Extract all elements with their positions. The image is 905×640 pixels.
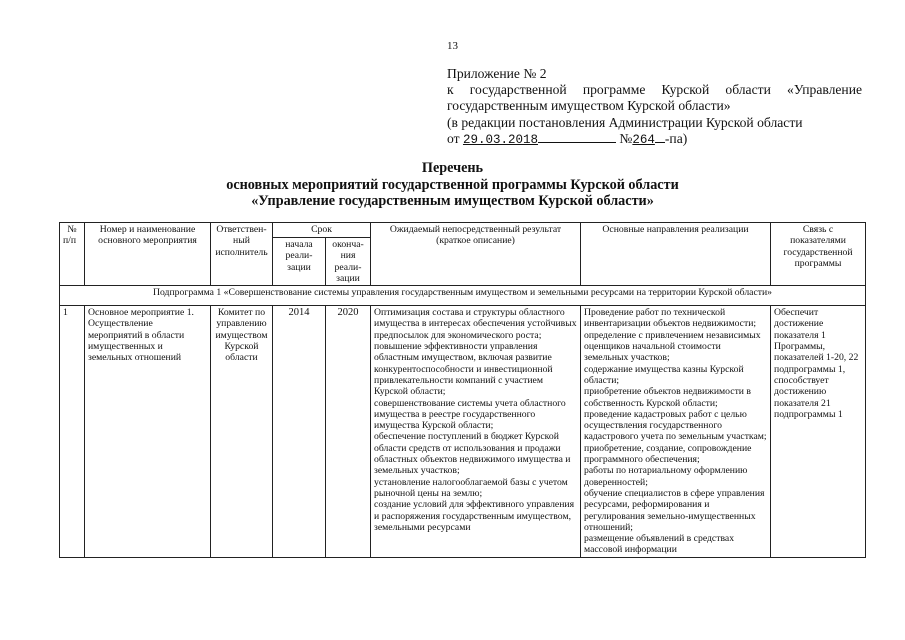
row-executor: Комитет по управлению имуществом Курской области (211, 306, 273, 558)
direction-item: содержание имущества казны Курской области; (584, 363, 744, 386)
direction-item: Проведение работ по технической инвентаризации объектов недвижимости; (584, 307, 757, 330)
result-item: повышение эффективности управления областным имуществом, включая развитие конкурентоспособности и инвестиционной привлекательности компаний с участием Курской области; (374, 341, 553, 398)
appendix-line-1: к государственной программе Курской области «Управление (447, 82, 862, 98)
page-number: 13 (447, 40, 458, 52)
appendix-line-3: (в редакции постановления Администрации Курской области (447, 114, 803, 130)
appendix-line-2: государственным имуществом Курской области» (447, 98, 731, 114)
header-start: начала реали-зации (273, 238, 326, 286)
header-result: Ожидаемый непосредственный результат (краткое описание) (371, 223, 581, 286)
header-num (60, 223, 85, 286)
result-item: создание условий для эффективного управления и распоряжения государственным имуществом, земельными ресурсами (374, 499, 575, 533)
appendix-date-line (447, 131, 862, 148)
row-results (371, 306, 581, 558)
number-suffix: -па) (664, 130, 688, 146)
header-directions: Основные направления реализации (581, 223, 771, 286)
direction-item: определение с привлечением независимых оценщиков начальной стоимости земельных участков; (584, 329, 761, 364)
header-num-line-1: № (67, 224, 77, 235)
number-value: 264 (632, 132, 655, 147)
activities-table (59, 222, 866, 558)
date-underline (538, 141, 616, 143)
table-row (60, 306, 866, 558)
results-list (374, 307, 577, 533)
heading-line-3: «Управление государственным имуществом Курской области» (251, 193, 654, 209)
direction-item: проведение кадастровых работ с целью осуществления государственного кадастрового учета по земельным участкам; (584, 408, 767, 443)
heading-line-2: основных мероприятий государственной программы Курской области (226, 176, 679, 193)
row-name: Основное мероприятие 1. Осуществление мероприятий в области имущественных и земельных отношений (85, 306, 211, 558)
appendix-title: Приложение № 2 (447, 66, 547, 81)
result-item: обеспечение поступлений в бюджет Курской области средств от использования и продажи областных объектов недвижимого имущества и земельных участков; (374, 431, 571, 477)
heading-line-1: Перечень (421, 160, 484, 176)
directions-list (584, 307, 767, 556)
direction-item: размещение объявлений в средствах массовой информации (584, 533, 735, 556)
appendix-header (447, 66, 862, 148)
direction-item: приобретение, создание, сопровождение программного обеспечения; (584, 442, 752, 466)
direction-item: работы по нотариальному оформлению доверенностей; (584, 465, 748, 488)
result-item: Оптимизация состава и структуры областного имущества в интересах обеспечения устойчивых предпосылок для экономического роста; (374, 307, 577, 341)
document-heading (0, 160, 905, 210)
date-value: 29.03.2018 (462, 132, 538, 147)
header-executor: Ответствен-ный исполнитель (211, 223, 273, 286)
result-item: совершенствование системы учета областного имущества в реестре государственного имущества Курской области; (374, 397, 566, 432)
header-name: Номер и наименование основного мероприятия (85, 223, 211, 286)
header-num-line-2: п/п (63, 235, 77, 247)
row-directions (581, 306, 771, 558)
row-num: 1 (60, 306, 85, 558)
subprogram-title: Подпрограмма 1 «Совершенствование системы управления государственным имуществом и земельными ресурсами на территории Курской области» (60, 286, 866, 306)
header-term: Срок (273, 223, 371, 238)
number-prefix: № (619, 130, 633, 146)
direction-item: приобретение объектов недвижимости в собственность Курской области; (584, 386, 751, 409)
header-link: Связь с показателями государственной программы (771, 223, 866, 286)
row-start-year: 2014 (273, 306, 326, 558)
header-end: оконча-ния реали-зации (326, 238, 371, 286)
result-item: установление налогооблагаемой базы с учетом рыночной цены на землю; (374, 476, 568, 499)
date-prefix: от (447, 130, 460, 146)
direction-item: обучение специалистов в сфере управления ресурсами, реформирования и регулирования земельно-имущественных отношений; (584, 487, 765, 533)
number-underline (655, 141, 665, 143)
row-end-year: 2020 (326, 306, 371, 558)
row-indicator-link: Обеспечит достижение показателя 1 Программы, показателей 1-20, 22 подпрограммы 1, способствует достижению показателя 21 подпрограммы 1 (771, 306, 866, 558)
